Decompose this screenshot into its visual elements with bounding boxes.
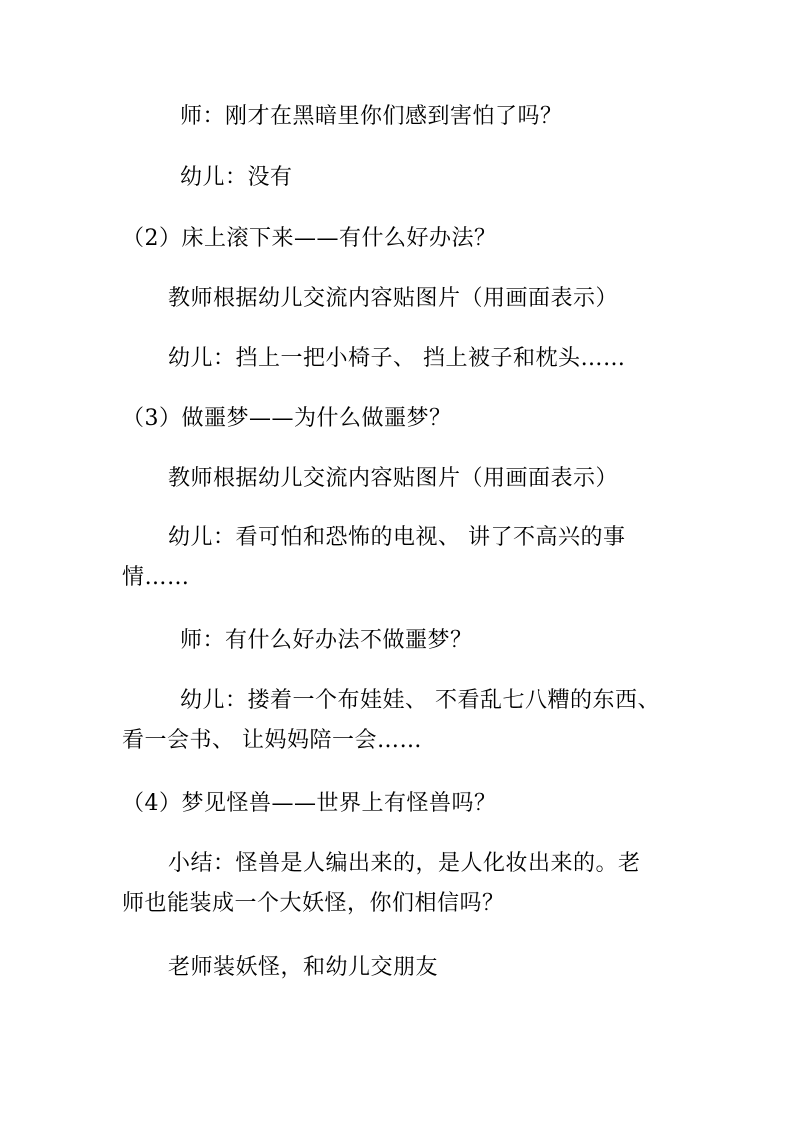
paragraph-line: 小结：怪兽是人编出来的，是人化妆出来的。老 — [168, 851, 641, 876]
dialogue-teacher-dark: 师：刚才在黑暗里你们感到害怕了吗？ — [180, 104, 563, 129]
paragraph-line: 幼儿：搂着一个布娃娃、 不看乱七八糟的东西、 — [180, 688, 660, 713]
instruction-paste-pictures-1: 教师根据幼儿交流内容贴图片（用画面表示） — [168, 286, 619, 311]
dialogue-teacher-nightmare: 师：有什么好办法不做噩梦？ — [180, 628, 473, 653]
paragraph-child-doll — [122, 686, 660, 756]
paragraph-summary — [122, 849, 641, 919]
dialogue-child-no: 幼儿：没有 — [180, 165, 293, 190]
paragraph-child-tv — [122, 523, 626, 593]
closing-line: 老师装妖怪，和幼儿交朋友 — [168, 955, 439, 980]
dialogue-child-chair: 幼儿：挡上一把小椅子、 挡上被子和枕头…… — [168, 346, 626, 371]
instruction-paste-pictures-2: 教师根据幼儿交流内容贴图片（用画面表示） — [168, 466, 619, 491]
paragraph-line: 看一会书、 让妈妈陪一会…… — [122, 728, 422, 753]
section-heading-3: （3）做噩梦——为什么做噩梦？ — [122, 406, 452, 431]
section-heading-2: （2）床上滚下来——有什么好办法？ — [122, 226, 497, 251]
paragraph-line: 幼儿：看可怕和恐怖的电视、 讲了不高兴的事 — [168, 525, 626, 550]
paragraph-line: 情…… — [122, 565, 190, 590]
paragraph-line: 师也能装成一个大妖怪，你们相信吗？ — [122, 891, 505, 916]
section-heading-4: （4）梦见怪兽——世界上有怪兽吗？ — [122, 791, 497, 816]
